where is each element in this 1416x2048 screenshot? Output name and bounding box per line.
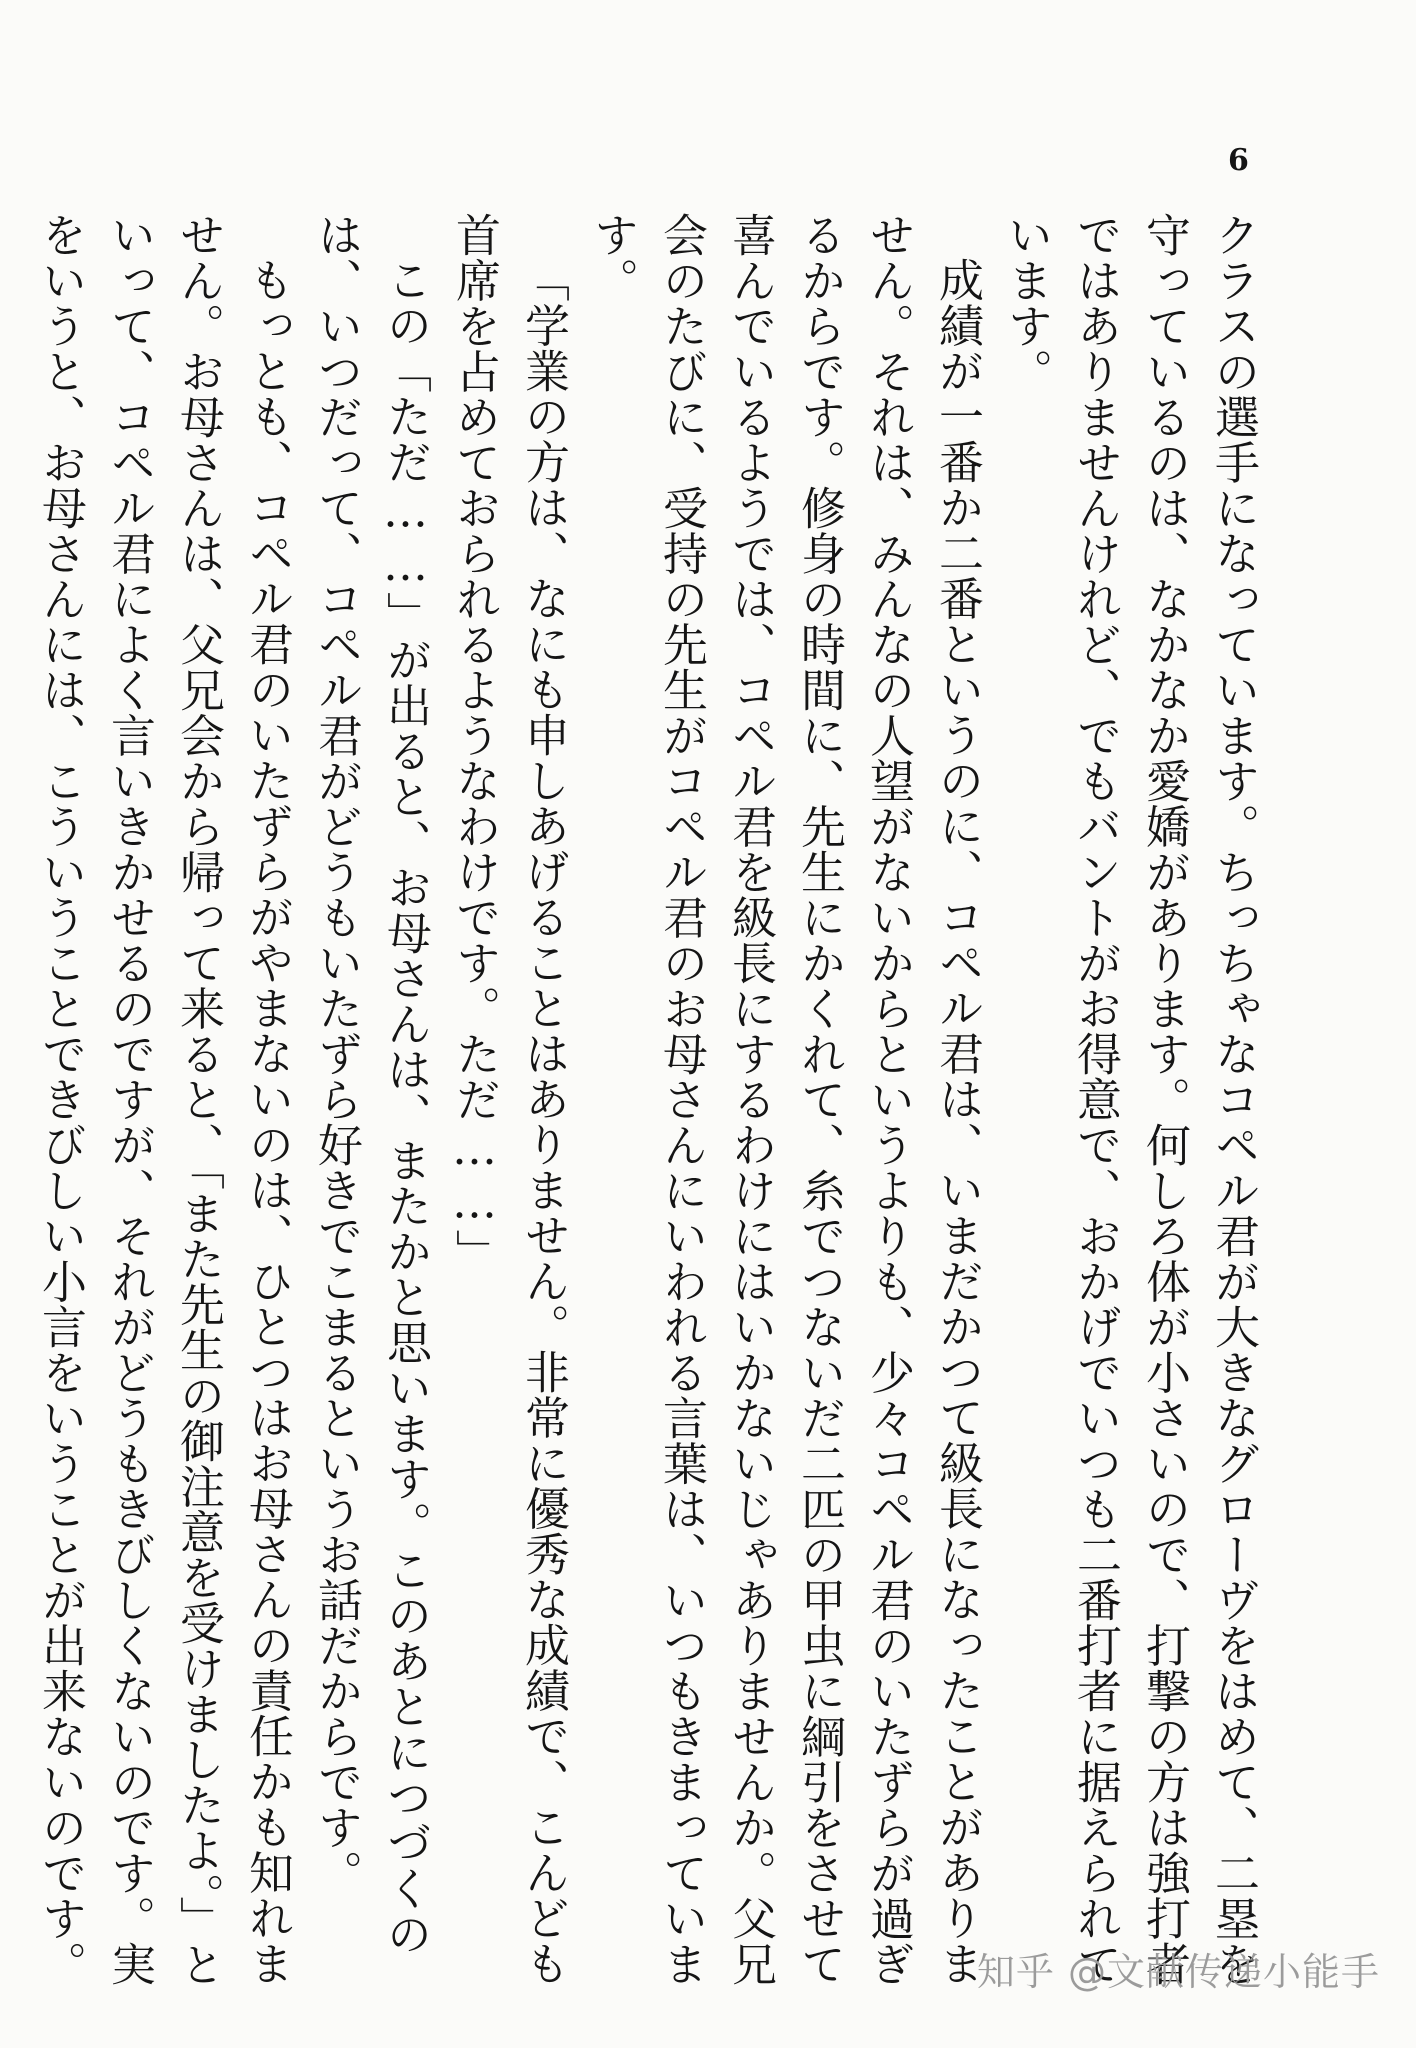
paragraph-5: もっとも、コペル君のいたずらがやまないのは、ひとつはお母さんの責任かも知れません。お母さんは、父兄会から帰って来ると、「また先生の御注意を受けましたよ。」といって、コペル君によく言いきかせるのですが、それがどうもきびしくないのです。実をいうと、お母さんには、こういうことできびしい小言をいうことが出来ないのです。 [34, 212, 294, 1987]
vertical-text-body [34, 212, 1268, 2012]
watermark-text: 知乎 @文献传递小能手 [976, 1950, 1380, 1994]
paragraph-4: この「ただ……」が出ると、お母さんは、またかと思います。このあとにつづくのは、いつだって、コペル君がどうもいたずら好きでこまるというお話だからです。 [310, 212, 432, 1957]
paragraph-2: 成績が一番か二番というのに、コペル君は、いまだかつて級長になったことがありません。それは、みんなの人望がないからというよりも、少々コペル君のいたずらが過ぎるからです。修身の時間に、先生にかくれて、糸でつないだ二匹の甲虫に綱引をさせて喜んでいるようでは、コペル君を級長にするわけにはいかないじゃありませんか。父兄会のたびに、受持の先生がコペル君のお母さんにいわれる言葉は、いつもきまっています。 [586, 212, 984, 1987]
paragraph-1: クラスの選手になっています。ちっちゃなコペル君が大きなグローヴをはめて、二塁を守っているのは、なかなか愛嬌があります。何しろ体が小さいので、打撃の方は強打者ではありませんけれど、でもバントがお得意で、おかげでいつも二番打者に据えられています。 [1000, 212, 1260, 1987]
paragraph-3: 「学業の方は、なにも申しあげることはありません。非常に優秀な成績で、こんども首席を占めておられるようなわけです。ただ……」 [448, 212, 570, 1986]
page-number: 6 [1228, 143, 1249, 178]
